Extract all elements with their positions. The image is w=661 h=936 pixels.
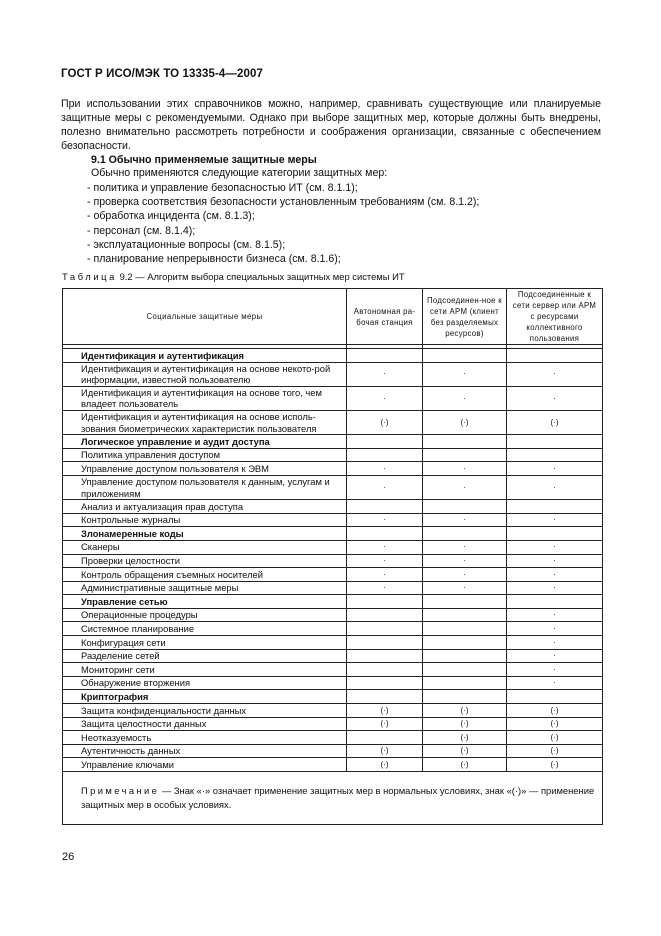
applicability-mark	[507, 690, 603, 704]
applicability-mark	[423, 448, 507, 462]
applicability-mark	[423, 663, 507, 677]
applicability-mark	[507, 595, 603, 609]
list-item: - планирование непрерывности бизнеса (см. 8.1.6);	[87, 253, 341, 266]
table-row	[63, 410, 603, 434]
measure-label: Конфигурация сети	[63, 636, 347, 650]
applicability-mark: ·	[507, 622, 603, 636]
applicability-mark: (·)	[347, 744, 423, 758]
group-label: Злонамеренные коды	[63, 527, 347, 541]
applicability-mark	[423, 608, 507, 622]
measure-label: Контроль обращения съемных носителей	[63, 568, 347, 582]
measure-label: Мониторинг сети	[63, 663, 347, 677]
applicability-mark: ·	[423, 568, 507, 582]
table-body	[63, 345, 603, 772]
group-label: Идентификация и аутентификация	[63, 349, 347, 363]
table-group-row	[63, 527, 603, 541]
applicability-mark: (·)	[507, 758, 603, 772]
applicability-mark: (·)	[423, 704, 507, 718]
column-header: Автономная ра-бочая станция	[347, 289, 423, 345]
table-row	[63, 744, 603, 758]
applicability-mark	[423, 622, 507, 636]
measure-label: Административные защитные меры	[63, 581, 347, 595]
category-list	[87, 181, 479, 266]
table-row	[63, 500, 603, 514]
applicability-mark	[347, 690, 423, 704]
applicability-mark	[423, 527, 507, 541]
applicability-mark: ·	[347, 386, 423, 410]
column-header: Социальные защитные меры	[63, 289, 347, 345]
measure-label: Политика управления доступом	[63, 448, 347, 462]
applicability-mark: (·)	[507, 704, 603, 718]
applicability-mark: ·	[507, 513, 603, 527]
group-label: Криптография	[63, 690, 347, 704]
table-row	[63, 649, 603, 663]
applicability-mark: ·	[507, 475, 603, 499]
applicability-mark: (·)	[347, 717, 423, 731]
table-row	[63, 663, 603, 677]
table-note	[63, 772, 603, 825]
section-title: 9.1 Обычно применяемые защитные меры	[91, 154, 317, 166]
note-word: Примечание	[81, 785, 160, 796]
table-caption-text: 9.2 — Алгоритм выбора специальных защитных мер системы ИТ	[119, 271, 405, 282]
applicability-mark: ·	[423, 513, 507, 527]
table-row	[63, 608, 603, 622]
measure-label: Защита конфиденциальности данных	[63, 704, 347, 718]
applicability-mark: ·	[423, 540, 507, 554]
applicability-mark: ·	[423, 581, 507, 595]
applicability-mark	[423, 690, 507, 704]
table-group-row	[63, 595, 603, 609]
table-row	[63, 636, 603, 650]
table-caption	[62, 271, 405, 282]
applicability-mark: (·)	[347, 410, 423, 434]
list-item: - проверка соответствия безопасности установленным требованиям (см. 8.1.2);	[87, 196, 480, 209]
measure-label: Операционные процедуры	[63, 608, 347, 622]
table-row	[63, 362, 603, 386]
table-row	[63, 475, 603, 499]
applicability-mark: ·	[347, 513, 423, 527]
note-row	[63, 772, 603, 825]
table-row	[63, 448, 603, 462]
group-label: Логическое управление и аудит доступа	[63, 435, 347, 449]
applicability-mark	[423, 349, 507, 363]
table-row	[63, 622, 603, 636]
table-row	[63, 386, 603, 410]
applicability-mark: (·)	[507, 717, 603, 731]
applicability-mark: ·	[507, 649, 603, 663]
table-group-row	[63, 349, 603, 363]
table-row	[63, 462, 603, 476]
applicability-mark	[423, 636, 507, 650]
measure-label: Разделение сетей	[63, 649, 347, 663]
applicability-mark	[423, 500, 507, 514]
applicability-mark: ·	[423, 475, 507, 499]
applicability-mark: ·	[507, 636, 603, 650]
applicability-mark: (·)	[347, 758, 423, 772]
applicability-mark: (·)	[423, 410, 507, 434]
table-row	[63, 513, 603, 527]
table-header-row	[63, 289, 603, 345]
applicability-mark: ·	[423, 386, 507, 410]
applicability-mark: (·)	[347, 704, 423, 718]
applicability-mark	[347, 636, 423, 650]
applicability-mark: ·	[507, 540, 603, 554]
applicability-mark	[347, 608, 423, 622]
measure-label: Проверки целостности	[63, 554, 347, 568]
measure-label: Аутентичность данных	[63, 744, 347, 758]
applicability-mark	[347, 622, 423, 636]
applicability-mark	[347, 435, 423, 449]
list-item: - обработка инцидента (см. 8.1.3);	[87, 210, 255, 223]
column-header: Подсоединенные к сети сервер или АРМ с ресурсами коллективного пользования	[507, 289, 603, 345]
applicability-mark	[347, 527, 423, 541]
applicability-mark: ·	[507, 386, 603, 410]
applicability-mark: ·	[507, 581, 603, 595]
section-lead: Обычно применяются следующие категории защитных мер:	[91, 167, 388, 179]
measure-label: Управление доступом пользователя к данным, услугам и приложениям	[63, 475, 347, 499]
table-row	[63, 540, 603, 554]
page-number: 26	[62, 851, 75, 863]
table-row	[63, 568, 603, 582]
list-item: - эксплуатационные вопросы (см. 8.1.5);	[87, 238, 286, 251]
applicability-mark: ·	[507, 663, 603, 677]
applicability-mark: ·	[347, 540, 423, 554]
applicability-mark: ·	[347, 568, 423, 582]
measure-label: Управление ключами	[63, 758, 347, 772]
applicability-mark	[507, 349, 603, 363]
applicability-mark	[347, 595, 423, 609]
table-group-row	[63, 435, 603, 449]
table-row	[63, 731, 603, 745]
document-header: ГОСТ Р ИСО/МЭК ТО 13335-4—2007	[61, 68, 263, 80]
applicability-mark	[423, 649, 507, 663]
table-group-row	[63, 690, 603, 704]
applicability-mark: ·	[347, 462, 423, 476]
applicability-mark: ·	[347, 581, 423, 595]
measure-label: Управление доступом пользователя к ЭВМ	[63, 462, 347, 476]
column-header: Подсоединен-ное к сети АРМ (клиент без разделяемых ресурсов)	[423, 289, 507, 345]
applicability-mark: ·	[347, 362, 423, 386]
applicability-mark	[423, 676, 507, 690]
applicability-mark	[347, 448, 423, 462]
measure-label: Идентификация и аутентификация на основе некото-рой информации, известной пользователю	[63, 362, 347, 386]
applicability-mark: ·	[507, 676, 603, 690]
measures-table	[62, 288, 603, 825]
applicability-mark: ·	[507, 362, 603, 386]
applicability-mark: ·	[507, 568, 603, 582]
measure-label: Анализ и актуализация прав доступа	[63, 500, 347, 514]
applicability-mark	[347, 663, 423, 677]
measure-label: Системное планирование	[63, 622, 347, 636]
table-row	[63, 676, 603, 690]
applicability-mark: ·	[507, 462, 603, 476]
measure-label: Идентификация и аутентификация на основе исполь-зования биометрических характеристик пользователя	[63, 410, 347, 434]
list-item: - политика и управление безопасностью ИТ (см. 8.1.1);	[87, 182, 358, 194]
applicability-mark: (·)	[423, 717, 507, 731]
list-item: - персонал (см. 8.1.4);	[87, 224, 196, 237]
applicability-mark: (·)	[507, 731, 603, 745]
measure-label: Неотказуемость	[63, 731, 347, 745]
applicability-mark: (·)	[423, 731, 507, 745]
measure-label: Идентификация и аутентификация на основе того, чем владеет пользователь	[63, 386, 347, 410]
table-row	[63, 704, 603, 718]
applicability-mark	[347, 676, 423, 690]
applicability-mark: ·	[347, 475, 423, 499]
applicability-mark	[347, 731, 423, 745]
applicability-mark: ·	[507, 554, 603, 568]
applicability-mark	[507, 500, 603, 514]
applicability-mark	[423, 595, 507, 609]
table-row	[63, 717, 603, 731]
table-caption-word: Таблица	[62, 271, 117, 282]
applicability-mark	[507, 448, 603, 462]
applicability-mark	[347, 349, 423, 363]
group-label: Управление сетью	[63, 595, 347, 609]
applicability-mark: ·	[423, 554, 507, 568]
applicability-mark: ·	[423, 362, 507, 386]
measure-label: Сканеры	[63, 540, 347, 554]
applicability-mark	[423, 435, 507, 449]
applicability-mark: ·	[423, 462, 507, 476]
measure-label: Защита целостности данных	[63, 717, 347, 731]
applicability-mark: (·)	[507, 410, 603, 434]
measure-label: Обнаружение вторжения	[63, 676, 347, 690]
intro-paragraph: При использовании этих справочников можно, например, сравнивать существующие или планируемые защитные меры с рекомендуемыми. Однако при выборе защитных мер, которые должны быть внедрены, полезно внимательно рассмотреть потребности и соображения организации, связанные с обеспечением безопасности.	[61, 98, 601, 152]
table-row	[63, 581, 603, 595]
applicability-mark: (·)	[507, 744, 603, 758]
table-row	[63, 554, 603, 568]
applicability-mark: (·)	[423, 744, 507, 758]
measure-label: Контрольные журналы	[63, 513, 347, 527]
applicability-mark	[507, 527, 603, 541]
applicability-mark: ·	[347, 554, 423, 568]
note-text: — Знак «·» означает применение защитных мер в нормальных условиях, знак «(·)» — применение защитных мер в особых условиях.	[81, 785, 595, 810]
applicability-mark	[507, 435, 603, 449]
applicability-mark	[347, 649, 423, 663]
applicability-mark: ·	[507, 608, 603, 622]
applicability-mark: (·)	[423, 758, 507, 772]
table-row	[63, 758, 603, 772]
applicability-mark	[347, 500, 423, 514]
